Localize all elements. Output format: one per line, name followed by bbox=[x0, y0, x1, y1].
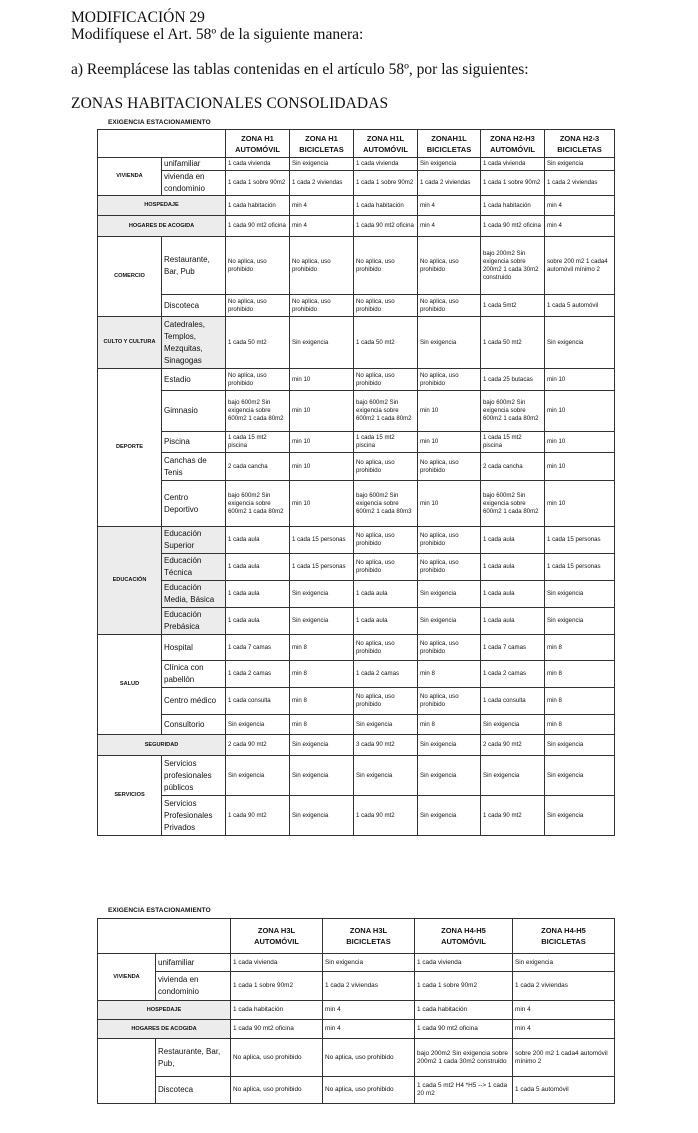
subcategory-label: vivienda en condominio bbox=[162, 171, 226, 196]
requirement-cell: min 4 bbox=[323, 1020, 415, 1039]
requirement-cell: No aplica, uso prohibido bbox=[354, 635, 418, 661]
requirement-cell: bajo 200m2 Sin exigencia sobre 200m2 1 cada 30m2 construido bbox=[415, 1039, 513, 1077]
requirement-cell: 1 cada 2 camas bbox=[481, 661, 545, 688]
requirement-cell: No aplica, uso prohibido bbox=[418, 453, 481, 481]
group-label: HOSPEDAJE bbox=[98, 196, 226, 216]
requirement-cell: 1 cada aula bbox=[226, 554, 290, 581]
column-header-type: BICICLETAS bbox=[299, 144, 344, 154]
requirement-cell: 1 cada 2 camas bbox=[226, 661, 290, 688]
requirement-cell: Sin exigencia bbox=[290, 317, 354, 369]
subcategory-label: Consultorio bbox=[162, 715, 226, 735]
group-label: EDUCACIÓN bbox=[98, 527, 162, 635]
requirement-cell: min 8 bbox=[545, 715, 615, 735]
column-header-zone: ZONA H1 bbox=[241, 133, 274, 143]
table-row bbox=[98, 688, 615, 715]
requirement-cell: Sin exigencia bbox=[226, 756, 290, 796]
requirement-cell: 1 cada 2 viviendas bbox=[418, 171, 481, 196]
column-header-type: BICICLETAS bbox=[346, 937, 391, 946]
table-row bbox=[98, 216, 615, 237]
requirement-cell: No aplica, uso prohibido bbox=[354, 554, 418, 581]
table-row bbox=[98, 608, 615, 635]
column-header bbox=[323, 919, 415, 954]
requirement-cell: min 8 bbox=[290, 661, 354, 688]
requirement-cell: No aplica, uso prohibido bbox=[418, 369, 481, 391]
requirement-cell: sobre 200 m2 1 cada4 automóvil mínimo 2 bbox=[513, 1039, 615, 1077]
subcategory-label: Servicios Profesionales Privados bbox=[162, 796, 226, 836]
requirement-cell: 1 cada aula bbox=[481, 608, 545, 635]
requirement-cell: min 4 bbox=[323, 1001, 415, 1020]
requirement-cell: Sin exigencia bbox=[545, 796, 615, 836]
requirement-cell: 1 cada 15 personas bbox=[545, 554, 615, 581]
requirement-cell: 1 cada aula bbox=[226, 608, 290, 635]
requirement-cell: 1 cada aula bbox=[354, 608, 418, 635]
column-header-zone: ZONA H2-H3 bbox=[490, 133, 535, 143]
subcategory-label: Catedrales, Templos, Mezquitas, Sinagogas bbox=[162, 317, 226, 369]
requirement-cell: min 10 bbox=[545, 391, 615, 432]
requirement-cell: 1 cada vivienda bbox=[354, 158, 418, 171]
column-header-zone: ZONAH1L bbox=[431, 133, 467, 143]
requirement-cell: Sin exigencia bbox=[418, 796, 481, 836]
requirement-cell: min 10 bbox=[290, 391, 354, 432]
requirement-cell: Sin exigencia bbox=[323, 954, 415, 972]
subcategory-label: Discoteca bbox=[162, 295, 226, 317]
group-label: HOGARES DE ACOGIDA bbox=[98, 216, 226, 237]
subcategory-label: Clínica con pabellón bbox=[162, 661, 226, 688]
table-row bbox=[98, 481, 615, 527]
requirement-cell: min 10 bbox=[545, 453, 615, 481]
table-row bbox=[98, 1020, 615, 1039]
requirement-cell: Sin exigencia bbox=[481, 756, 545, 796]
subcategory-label: Restaurante, Bar, Pub, bbox=[156, 1039, 231, 1077]
requirement-cell: 1 cada habitación bbox=[415, 1001, 513, 1020]
instruction-point-a: a) Reemplácese las tablas contenidas en el artículo 58º, por las siguientes: bbox=[71, 61, 529, 78]
requirement-cell: 1 cada 90 mt2 oficina bbox=[354, 216, 418, 237]
requirement-cell: 1 cada aula bbox=[226, 527, 290, 554]
requirement-cell: No aplica, uso prohibido bbox=[418, 295, 481, 317]
requirement-cell: 1 cada 1 sobre 90m2 bbox=[415, 972, 513, 1001]
column-header bbox=[290, 130, 354, 158]
requirement-cell: 1 cada 15 personas bbox=[545, 527, 615, 554]
requirement-cell: min 10 bbox=[545, 432, 615, 453]
requirement-cell: No aplica, uso prohibido bbox=[226, 237, 290, 295]
requirement-cell: min 8 bbox=[290, 688, 354, 715]
subcategory-label: unifamiliar bbox=[156, 954, 231, 972]
column-header-type: BICICLETAS bbox=[541, 937, 586, 946]
column-header-zone: ZONA H4-H5 bbox=[541, 926, 586, 935]
column-header-type: AUTOMÓVIL bbox=[490, 144, 535, 154]
requirement-cell: 1 cada 50 mt2 bbox=[354, 317, 418, 369]
subcategory-label: Hospital bbox=[162, 635, 226, 661]
parking-requirements-table-2 bbox=[97, 918, 615, 1104]
column-header bbox=[231, 919, 323, 954]
requirement-cell: bajo 600m2 Sin exigencia sobre 600m2 1 cada 80m2 bbox=[354, 391, 418, 432]
requirement-cell: bajo 200m2 Sin exigencia sobre 200m2 1 cada 30m2 construido bbox=[481, 237, 545, 295]
requirement-cell: 1 cada aula bbox=[354, 581, 418, 608]
subcategory-label: Educación Prebásica bbox=[162, 608, 226, 635]
requirement-cell: min 8 bbox=[545, 635, 615, 661]
column-header bbox=[481, 130, 545, 158]
subcategory-label: Estadio bbox=[162, 369, 226, 391]
requirement-cell: No aplica, uso prohibido bbox=[354, 453, 418, 481]
table-row bbox=[98, 1039, 615, 1077]
requirement-cell: Sin exigencia bbox=[290, 158, 354, 171]
table-row bbox=[98, 1077, 615, 1104]
requirement-cell: Sin exigencia bbox=[545, 158, 615, 171]
requirement-cell: Sin exigencia bbox=[545, 608, 615, 635]
requirement-cell: Sin exigencia bbox=[545, 735, 615, 756]
requirement-cell: Sin exigencia bbox=[290, 796, 354, 836]
requirement-cell: No aplica, uso prohibido bbox=[290, 295, 354, 317]
group-label: DEPORTE bbox=[98, 369, 162, 527]
requirement-cell: Sin exigencia bbox=[418, 735, 481, 756]
requirement-cell: 1 cada 15 mt2 piscina bbox=[226, 432, 290, 453]
group-label: HOGARES DE ACOGIDA bbox=[98, 1020, 231, 1039]
requirement-cell: min 4 bbox=[545, 196, 615, 216]
requirement-cell: 1 cada 15 mt2 piscina bbox=[481, 432, 545, 453]
requirement-cell: 1 cada 50 mt2 bbox=[226, 317, 290, 369]
requirement-cell: No aplica, uso prohibido bbox=[354, 237, 418, 295]
requirement-cell: 2 cada 90 mt2 bbox=[481, 735, 545, 756]
column-header-zone: ZONA H1L bbox=[366, 133, 405, 143]
subcategory-label: Restaurante, Bar, Pub bbox=[162, 237, 226, 295]
requirement-cell: 1 cada 90 mt2 bbox=[226, 796, 290, 836]
column-header bbox=[418, 130, 481, 158]
table-row bbox=[98, 581, 615, 608]
requirement-cell: 1 cada vivienda bbox=[231, 954, 323, 972]
requirement-cell: Sin exigencia bbox=[418, 608, 481, 635]
subcategory-label: Centro Deportivo bbox=[162, 481, 226, 527]
requirement-cell: 1 cada 90 mt2 oficina bbox=[481, 216, 545, 237]
column-header-zone: ZONA H3L bbox=[257, 926, 296, 935]
column-header bbox=[513, 919, 615, 954]
requirement-cell: Sin exigencia bbox=[545, 317, 615, 369]
header-blank-cell bbox=[98, 130, 226, 158]
requirement-cell: 1 cada 15 personas bbox=[290, 554, 354, 581]
requirement-cell: min 4 bbox=[513, 1001, 615, 1020]
parking-requirements-table-1 bbox=[97, 129, 615, 836]
requirement-cell: Sin exigencia bbox=[290, 735, 354, 756]
requirement-cell: min 10 bbox=[545, 481, 615, 527]
group-label: SERVICIOS bbox=[98, 756, 162, 836]
requirement-cell: min 8 bbox=[418, 661, 481, 688]
table-row bbox=[98, 432, 615, 453]
table-row bbox=[98, 171, 615, 196]
requirement-cell: sobre 200 m2 1 cada4 automóvil mínimo 2 bbox=[545, 237, 615, 295]
requirement-cell: 1 cada 2 viviendas bbox=[290, 171, 354, 196]
requirement-cell: 1 cada aula bbox=[481, 581, 545, 608]
requirement-cell: No aplica, uso prohibido bbox=[418, 237, 481, 295]
group-label: COMERCIO bbox=[98, 237, 162, 317]
table-row bbox=[98, 453, 615, 481]
requirement-cell: 1 cada aula bbox=[481, 527, 545, 554]
requirement-cell: 1 cada 90 mt2 oficina bbox=[231, 1020, 323, 1039]
group-label: VIVIENDA bbox=[98, 158, 162, 196]
column-header-zone: ZONA H2-3 bbox=[559, 133, 600, 143]
requirement-cell: min 8 bbox=[290, 715, 354, 735]
requirement-cell: 1 cada 1 sobre 90m2 bbox=[231, 972, 323, 1001]
table-row bbox=[98, 527, 615, 554]
table-row bbox=[98, 756, 615, 796]
requirement-cell: 2 cada 90 mt2 bbox=[226, 735, 290, 756]
requirement-cell: 1 cada 2 viviendas bbox=[513, 972, 615, 1001]
group-label: CULTO Y CULTURA bbox=[98, 317, 162, 369]
subcategory-label: Educación Media, Básica bbox=[162, 581, 226, 608]
requirement-cell: Sin exigencia bbox=[290, 581, 354, 608]
requirement-cell: 1 cada 5 mt2 H4 *H5 --> 1 cada 20 m2 bbox=[415, 1077, 513, 1104]
column-header-zone: ZONA H1 bbox=[305, 133, 338, 143]
requirement-cell: min 4 bbox=[545, 216, 615, 237]
requirement-cell: 1 cada 90 mt2 bbox=[354, 796, 418, 836]
requirement-cell: min 10 bbox=[418, 432, 481, 453]
table-row bbox=[98, 317, 615, 369]
requirement-cell: bajo 600m2 Sin exigencia sobre 600m2 1 cada 80m3 bbox=[354, 481, 418, 527]
requirement-cell: 1 cada habitación bbox=[231, 1001, 323, 1020]
group-label: HOSPEDAJE bbox=[98, 1001, 231, 1020]
group-label: VIVIENDA bbox=[98, 954, 156, 1001]
table-row bbox=[98, 635, 615, 661]
requirement-cell: min 10 bbox=[418, 391, 481, 432]
requirement-cell: Sin exigencia bbox=[545, 756, 615, 796]
requirement-cell: min 4 bbox=[290, 216, 354, 237]
requirement-cell: 1 cada 1 sobre 90m2 bbox=[354, 171, 418, 196]
requirement-cell: No aplica, uso prohibido bbox=[354, 295, 418, 317]
requirement-cell: 1 cada consulta bbox=[481, 688, 545, 715]
requirement-cell: 1 cada 15 mt2 piscina bbox=[354, 432, 418, 453]
requirement-cell: No aplica, uso prohibido bbox=[418, 635, 481, 661]
requirement-cell: 1 cada 50 mt2 bbox=[481, 317, 545, 369]
requirement-cell: 1 cada 5 automóvil bbox=[513, 1077, 615, 1104]
table-row bbox=[98, 554, 615, 581]
header-row bbox=[98, 130, 615, 158]
group-label: SALUD bbox=[98, 635, 162, 735]
subcategory-label: vivienda en condominio bbox=[156, 972, 231, 1001]
requirement-cell: 1 cada 90 mt2 bbox=[481, 796, 545, 836]
requirement-cell: 1 cada aula bbox=[226, 581, 290, 608]
column-header-zone: ZONA H3L bbox=[349, 926, 388, 935]
requirement-cell: 1 cada 1 sobre 90m2 bbox=[481, 171, 545, 196]
table-row bbox=[98, 237, 615, 295]
table-row bbox=[98, 735, 615, 756]
requirement-cell: 2 cada cancha bbox=[481, 453, 545, 481]
requirement-cell: min 10 bbox=[290, 432, 354, 453]
requirement-cell: Sin exigencia bbox=[418, 317, 481, 369]
requirement-cell: No aplica, uso prohibido bbox=[354, 527, 418, 554]
subcategory-label: Discoteca bbox=[156, 1077, 231, 1104]
requirement-cell: No aplica, uso prohibido bbox=[226, 369, 290, 391]
requirement-cell: No aplica, uso prohibido bbox=[231, 1077, 323, 1104]
requirement-cell: No aplica, uso prohibido bbox=[418, 527, 481, 554]
requirement-cell: 1 cada habitación bbox=[226, 196, 290, 216]
requirement-cell: 1 cada 5 automóvil bbox=[545, 295, 615, 317]
requirement-cell: Sin exigencia bbox=[354, 756, 418, 796]
subcategory-label: Piscina bbox=[162, 432, 226, 453]
subcategory-label: Servicios profesionales públicos bbox=[162, 756, 226, 796]
requirement-cell: Sin exigencia bbox=[481, 715, 545, 735]
column-header bbox=[545, 130, 615, 158]
column-header-type: AUTOMÓVIL bbox=[254, 937, 299, 946]
requirement-cell: 1 cada 90 mt2 oficina bbox=[226, 216, 290, 237]
requirement-cell: 1 cada vivienda bbox=[415, 954, 513, 972]
requirement-cell: min 4 bbox=[290, 196, 354, 216]
requirement-cell: bajo 600m2 Sin exigencia sobre 600m2 1 cada 80m2 bbox=[226, 481, 290, 527]
requirement-cell: 3 cada 90 mt2 bbox=[354, 735, 418, 756]
requirement-cell: Sin exigencia bbox=[290, 608, 354, 635]
table-row bbox=[98, 369, 615, 391]
requirement-cell: Sin exigencia bbox=[290, 756, 354, 796]
requirement-cell: No aplica, uso prohibido bbox=[418, 554, 481, 581]
column-header bbox=[226, 130, 290, 158]
column-header-type: AUTOMÓVIL bbox=[363, 144, 408, 154]
group-label bbox=[98, 1039, 156, 1104]
requirement-cell: 1 cada 2 camas bbox=[354, 661, 418, 688]
requirement-cell: 1 cada 1 sobre 90m2 bbox=[226, 171, 290, 196]
table1-caption: EXIGENCIA ESTACIONAMIENTO bbox=[108, 119, 211, 126]
column-header-type: BICICLETAS bbox=[557, 144, 602, 154]
column-header-type: AUTOMÓVIL bbox=[441, 937, 486, 946]
requirement-cell: bajo 600m2 Sin exigencia sobre 600m2 1 cada 80m2 bbox=[481, 391, 545, 432]
requirement-cell: 1 cada habitación bbox=[481, 196, 545, 216]
subcategory-label: Gimnasio bbox=[162, 391, 226, 432]
requirement-cell: 1 cada 2 viviendas bbox=[545, 171, 615, 196]
requirement-cell: No aplica, uso prohibido bbox=[323, 1039, 415, 1077]
requirement-cell: No aplica, uso prohibido bbox=[354, 369, 418, 391]
requirement-cell: 1 cada vivienda bbox=[481, 158, 545, 171]
requirement-cell: min 10 bbox=[418, 481, 481, 527]
subcategory-label: Centro médico bbox=[162, 688, 226, 715]
requirement-cell: Sin exigencia bbox=[226, 715, 290, 735]
column-header-type: AUTOMÓVIL bbox=[235, 144, 280, 154]
requirement-cell: min 10 bbox=[545, 369, 615, 391]
column-header-zone: ZONA H4-H5 bbox=[441, 926, 486, 935]
table-row bbox=[98, 158, 615, 171]
column-header bbox=[415, 919, 513, 954]
requirement-cell: 1 cada habitación bbox=[354, 196, 418, 216]
table-row bbox=[98, 391, 615, 432]
requirement-cell: 1 cada 7 camas bbox=[226, 635, 290, 661]
requirement-cell: 1 cada 2 viviendas bbox=[323, 972, 415, 1001]
requirement-cell: min 8 bbox=[545, 688, 615, 715]
requirement-cell: No aplica, uso prohibido bbox=[354, 688, 418, 715]
header-blank-cell bbox=[98, 919, 231, 954]
requirement-cell: 1 cada 7 camas bbox=[481, 635, 545, 661]
requirement-cell: Sin exigencia bbox=[418, 581, 481, 608]
document-subtitle: Modifíquese el Art. 58º de la siguiente manera: bbox=[71, 26, 364, 43]
requirement-cell: min 8 bbox=[418, 715, 481, 735]
column-header bbox=[354, 130, 418, 158]
table-row bbox=[98, 1001, 615, 1020]
requirement-cell: No aplica, uso prohibido bbox=[323, 1077, 415, 1104]
requirement-cell: min 4 bbox=[418, 196, 481, 216]
requirement-cell: 2 cada cancha bbox=[226, 453, 290, 481]
requirement-cell: min 10 bbox=[290, 369, 354, 391]
column-header-type: BICICLETAS bbox=[426, 144, 472, 154]
requirement-cell: min 4 bbox=[418, 216, 481, 237]
requirement-cell: bajo 600m2 Sin exigencia sobre 600m2 1 cada 80m2 bbox=[481, 481, 545, 527]
requirement-cell: min 10 bbox=[290, 481, 354, 527]
requirement-cell: 1 cada consulta bbox=[226, 688, 290, 715]
requirement-cell: min 8 bbox=[290, 635, 354, 661]
requirement-cell: 1 cada 5mt2 bbox=[481, 295, 545, 317]
table2-caption: EXIGENCIA ESTACIONAMIENTO bbox=[108, 907, 211, 914]
requirement-cell: min 10 bbox=[290, 453, 354, 481]
group-label: SEGURIDAD bbox=[98, 735, 226, 756]
requirement-cell: Sin exigencia bbox=[418, 158, 481, 171]
requirement-cell: Sin exigencia bbox=[513, 954, 615, 972]
requirement-cell: Sin exigencia bbox=[545, 581, 615, 608]
requirement-cell: 1 cada 90 mt2 oficina bbox=[415, 1020, 513, 1039]
requirement-cell: bajo 600m2 Sin exigencia sobre 600m2 1 cada 80m2 bbox=[226, 391, 290, 432]
subcategory-label: Educación Superior bbox=[162, 527, 226, 554]
requirement-cell: 1 cada 15 personas bbox=[290, 527, 354, 554]
table-row bbox=[98, 661, 615, 688]
requirement-cell: min 8 bbox=[545, 661, 615, 688]
requirement-cell: Sin exigencia bbox=[418, 756, 481, 796]
zones-heading: ZONAS HABITACIONALES CONSOLIDADAS bbox=[71, 95, 389, 112]
requirement-cell: No aplica, uso prohibido bbox=[226, 295, 290, 317]
requirement-cell: No aplica, uso prohibido bbox=[418, 688, 481, 715]
table-row bbox=[98, 972, 615, 1001]
subcategory-label: Canchas de Tenis bbox=[162, 453, 226, 481]
requirement-cell: No aplica, uso prohibido bbox=[231, 1039, 323, 1077]
requirement-cell: 1 cada aula bbox=[481, 554, 545, 581]
requirement-cell: 1 cada vivienda bbox=[226, 158, 290, 171]
table-row bbox=[98, 715, 615, 735]
requirement-cell: No aplica, uso prohibido bbox=[290, 237, 354, 295]
table-row bbox=[98, 295, 615, 317]
subcategory-label: unifamiliar bbox=[162, 158, 226, 171]
requirement-cell: Sin exigencia bbox=[354, 715, 418, 735]
table-row bbox=[98, 954, 615, 972]
requirement-cell: min 4 bbox=[513, 1020, 615, 1039]
document-title: MODIFICACIÓN 29 bbox=[71, 9, 205, 26]
table-row bbox=[98, 796, 615, 836]
requirement-cell: 1 cada 25 butacas bbox=[481, 369, 545, 391]
table-row bbox=[98, 196, 615, 216]
subcategory-label: Educación Técnica bbox=[162, 554, 226, 581]
header-row bbox=[98, 919, 615, 954]
